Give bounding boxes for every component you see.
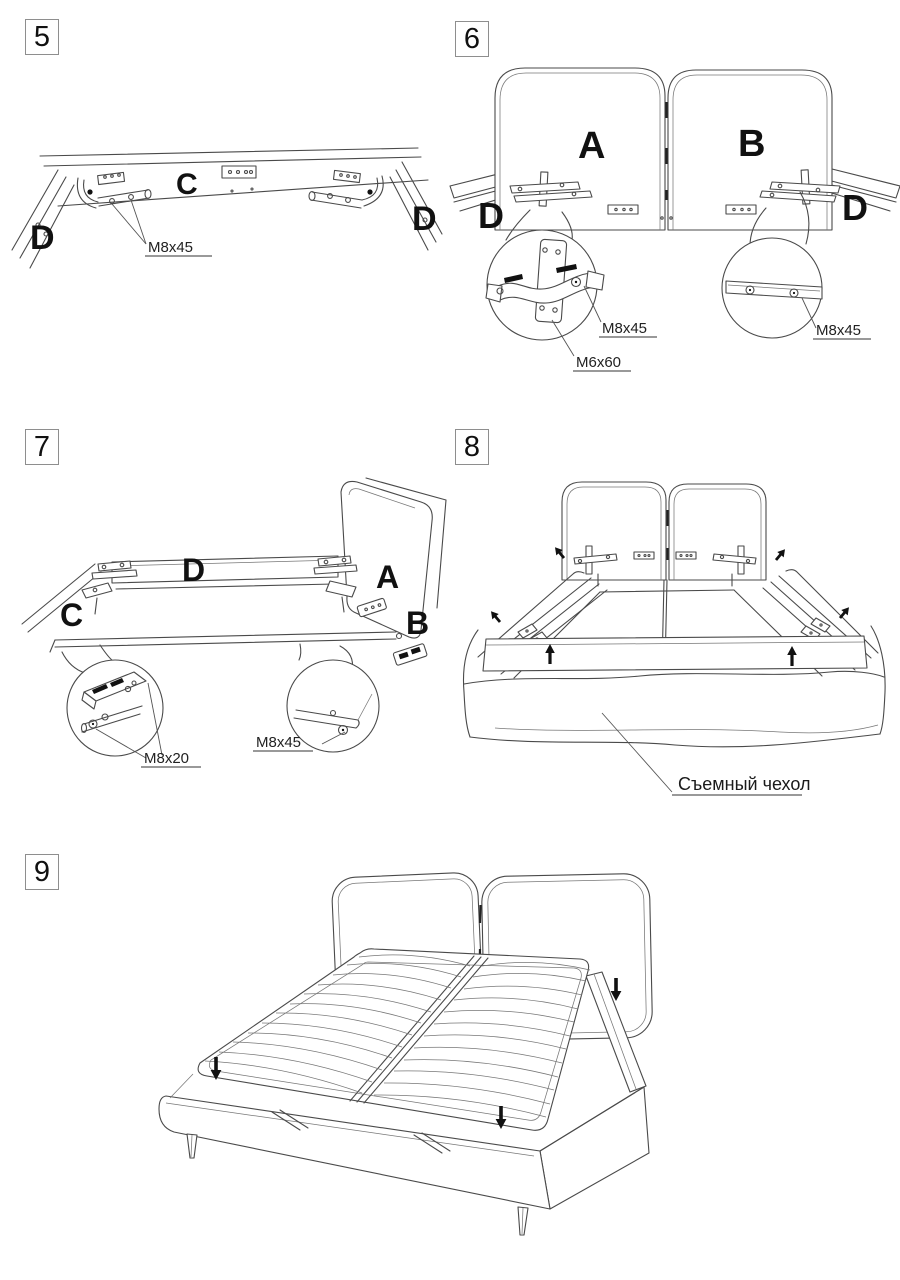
- step7-part-a-label: A: [376, 559, 400, 595]
- step7-part-b-label: B: [406, 605, 430, 641]
- center-connector-plate: [222, 166, 256, 192]
- slat-platform: [198, 949, 590, 1130]
- step6-part-a-label: A: [578, 125, 606, 167]
- step5-screw-label: M8x45: [148, 239, 194, 256]
- step5-part-c-label: C: [176, 168, 198, 201]
- step6-part-b-label: B: [738, 123, 766, 165]
- headboard-panel-right: [669, 484, 766, 580]
- step5-part-d-left-label: D: [30, 219, 55, 257]
- step6-screw-rail-label: M8x45: [816, 322, 862, 339]
- step-5-illustration: [0, 130, 460, 340]
- step-6-number-label: 6: [463, 22, 481, 55]
- corner-bracket-left: [77, 172, 151, 208]
- step7-screw-long-label: M8x45: [256, 734, 302, 751]
- step7-part-c-label: C: [60, 597, 84, 633]
- step-9-illustration: [0, 845, 900, 1280]
- step6-bolt-label: M6x60: [576, 354, 622, 371]
- step-6-illustration: [450, 40, 900, 412]
- step-8-illustration: [450, 440, 900, 812]
- step-5-number-label: 5: [33, 20, 51, 53]
- step-9-number-label: 9: [33, 855, 51, 888]
- panel-c-drawing: [12, 148, 442, 268]
- step8-cover-label: Съемный чехол: [678, 774, 811, 794]
- step-5-number: [25, 19, 59, 55]
- step7-part-d-label: D: [182, 552, 206, 588]
- headboard-panel-left: [562, 482, 666, 580]
- step-7-illustration: [0, 440, 460, 812]
- step5-part-d-right-label: D: [412, 200, 437, 238]
- step6-part-d-right-label: D: [842, 187, 868, 228]
- connector-plate-b: [726, 205, 756, 214]
- step-8-number-label: 8: [463, 430, 481, 463]
- connector-plate-a: [608, 205, 638, 214]
- connector-block-2: [393, 643, 427, 665]
- step7-screw-short-label: M8x20: [144, 750, 190, 767]
- back-rail-d: [112, 556, 338, 589]
- step6-part-d-left-label: D: [478, 195, 504, 236]
- front-rail-board: [483, 636, 867, 671]
- step-7-number-label: 7: [33, 430, 51, 463]
- magnifier-circle-left: [67, 660, 163, 756]
- step6-screw-corner-label: M8x45: [602, 320, 648, 337]
- corner-bracket-right: [309, 170, 383, 208]
